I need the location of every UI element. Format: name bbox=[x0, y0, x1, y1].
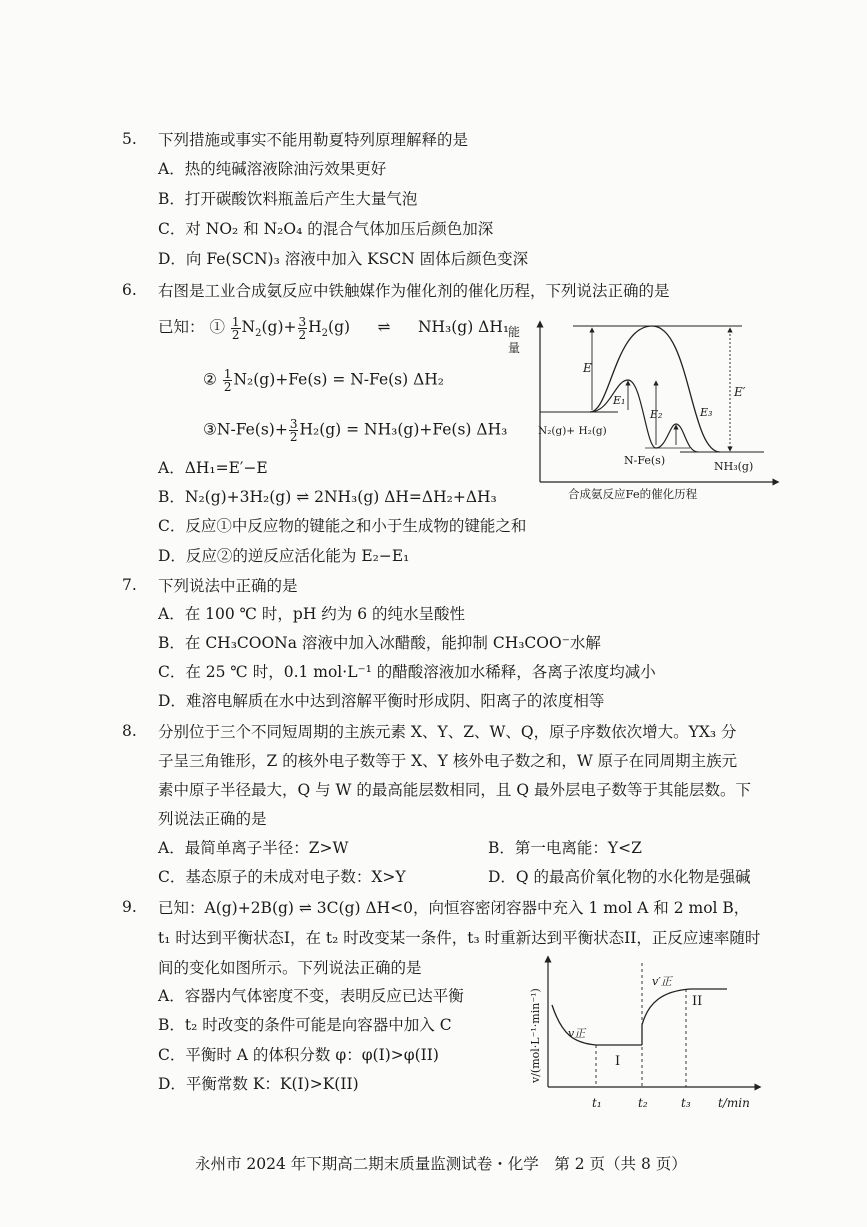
q6-equation-3: ③N-Fe(s)+ $\frac{3}{2}$ H₂(g) = NH₃(g)+Fe(s) ΔH₃ bbox=[203, 417, 508, 444]
tick-t1: t₁ bbox=[592, 1096, 602, 1110]
q8-option-b: B．第一电离能：Y<Z bbox=[488, 839, 642, 857]
q9-stem-line-2: t₁ 时达到平衡状态I，在 t₂ 时改变某一条件，t₃ 时重新达到平衡状态II，正反应速率随时 bbox=[158, 929, 761, 947]
q8-stem-line-3: 素中原子半径最大，Q 与 W 的最高能层数相同，且 Q 最外层电子数等于其能层数。下 bbox=[158, 781, 751, 799]
eq1-marker: ① bbox=[209, 318, 225, 336]
q5-option-d: D．向 Fe(SCN)₃ 溶液中加入 KSCN 固体后颜色变深 bbox=[158, 250, 529, 268]
q9-option-c: C．平衡时 A 的体积分数 φ：φ(I)>φ(II) bbox=[158, 1046, 439, 1064]
q6-equation-2: ② $\frac{1}{2}$ N₂(g)+Fe(s) = N-Fe(s) ΔH₂ bbox=[203, 367, 445, 394]
q6-option-c: C．反应①中反应物的键能之和小于生成物的键能之和 bbox=[158, 517, 527, 535]
q9-stem-line-3: 间的变化如图所示。下列说法正确的是 bbox=[158, 959, 422, 977]
q9-number: 9. bbox=[122, 898, 137, 916]
region-1-label: I bbox=[615, 1054, 621, 1069]
label-e1: E₁ bbox=[613, 394, 626, 407]
q5-number: 5. bbox=[122, 130, 137, 148]
q5-option-a: A．热的纯碱溶液除油污效果更好 bbox=[158, 160, 387, 178]
region-2-label: II bbox=[692, 994, 703, 1009]
q8-option-c: C．基态原子的未成对电子数：X>Y bbox=[158, 868, 406, 886]
label-e2: E₂ bbox=[650, 408, 663, 421]
q8-stem-line-4: 列说法正确的是 bbox=[158, 810, 267, 828]
q6-stem: 右图是工业合成氨反应中铁触媒作为催化剂的催化历程，下列说法正确的是 bbox=[158, 282, 670, 300]
q8-option-a: A．最简单离子半径：Z>W bbox=[158, 839, 349, 857]
q6-energy-diagram bbox=[508, 312, 782, 507]
q8-number: 8. bbox=[122, 722, 137, 740]
q9-stem-line-1: 已知：A(g)+2B(g) ⇌ 3C(g) ΔH<0，向恒容密闭容器中充入 1 mol A 和 2 mol B， bbox=[158, 899, 750, 917]
label-e: E bbox=[583, 361, 592, 375]
q8-stem-line-1: 分别位于三个不同短周期的主族元素 X、Y、Z、W、Q，原子序数依次增大。YX₃ 分 bbox=[158, 723, 737, 741]
q6-number: 6. bbox=[122, 281, 137, 299]
q5-option-b: B．打开碳酸饮料瓶盖后产生大量气泡 bbox=[158, 190, 418, 208]
q6-option-b: B．N₂(g)+3H₂(g) ⇌ 2NH₃(g) ΔH=ΔH₂+ΔH₃ bbox=[158, 488, 497, 506]
y-axis-label: v/(mol·L⁻¹·min⁻¹) bbox=[529, 988, 542, 1083]
label-e-prime: E′ bbox=[734, 385, 746, 399]
q9-rate-graph bbox=[522, 955, 762, 1115]
v-forward-prime-label: v′正 bbox=[652, 975, 672, 988]
q7-number: 7. bbox=[122, 576, 137, 594]
eq3-marker: ③ bbox=[203, 420, 217, 439]
q8-option-d: D．Q 的最高价氧化物的水化物是强碱 bbox=[488, 868, 751, 886]
label-intermediate: N-Fe(s) bbox=[624, 454, 666, 467]
q6-option-d: D．反应②的逆反应活化能为 E₂−E₁ bbox=[158, 547, 410, 565]
label-e3: E₃ bbox=[700, 406, 713, 419]
label-product: NH₃(g) bbox=[714, 460, 754, 473]
tick-t2: t₂ bbox=[638, 1096, 648, 1110]
known-label: 已知： bbox=[158, 318, 205, 336]
q6-option-a: A．ΔH₁=E′−E bbox=[158, 459, 268, 477]
eq2-marker: ② bbox=[203, 370, 217, 389]
diagram-caption: 合成氨反应Fe的催化历程 bbox=[568, 487, 698, 501]
q6-equation-1: 已知： ① $\frac{1}{2}$ $N_2(g)+$ $\frac{3}{2}$ $H_2(g)$ ⇌ NH₃(g) ΔH₁ bbox=[158, 314, 510, 342]
q7-option-a: A．在 100 ℃ 时，pH 约为 6 的纯水呈酸性 bbox=[158, 605, 465, 623]
eq3-lhs: N-Fe(s)+ bbox=[216, 420, 288, 439]
q7-stem: 下列说法中正确的是 bbox=[158, 577, 298, 595]
q9-option-b: B．t₂ 时改变的条件可能是向容器中加入 C bbox=[158, 1016, 452, 1034]
energy-axis-label-1: 能 bbox=[508, 325, 521, 339]
q9-option-d: D．平衡常数 K：K(I)>K(II) bbox=[158, 1075, 359, 1093]
page-footer: 永州市 2024 年下期高二期末质量监测试卷・化学 第 2 页（共 8 页） bbox=[195, 1155, 687, 1173]
q5-stem: 下列措施或事实不能用勒夏特列原理解释的是 bbox=[158, 131, 469, 149]
label-reactants: N₂(g)+ H₂(g) bbox=[538, 425, 607, 437]
v-forward-label: v正 bbox=[568, 1027, 586, 1040]
q7-option-b: B．在 CH₃COONa 溶液中加入冰醋酸，能抑制 CH₃COO⁻水解 bbox=[158, 634, 601, 652]
q7-option-d: D．难溶电解质在水中达到溶解平衡时形成阴、阳离子的浓度相等 bbox=[158, 692, 605, 710]
eq2-rhs: N₂(g)+Fe(s) = N-Fe(s) ΔH₂ bbox=[233, 370, 445, 389]
eq3-rhs: H₂(g) = NH₃(g)+Fe(s) ΔH₃ bbox=[299, 420, 508, 439]
q8-stem-line-2: 子呈三角锥形，Z 的核外电子数等于 X、Y 核外电子数之和，W 原子在同周期主族元 bbox=[158, 752, 738, 770]
q7-option-c: C．在 25 ℃ 时，0.1 mol·L⁻¹ 的醋酸溶液加水稀释，各离子浓度均减小 bbox=[158, 663, 656, 681]
eq1-rhs: NH₃(g) ΔH₁ bbox=[417, 318, 510, 336]
x-axis-label: t/min bbox=[718, 1096, 750, 1110]
energy-axis-label-2: 量 bbox=[508, 341, 521, 355]
tick-t3: t₃ bbox=[681, 1096, 691, 1110]
q9-option-a: A．容器内气体密度不变，表明反应已达平衡 bbox=[158, 987, 464, 1005]
q5-option-c: C．对 NO₂ 和 N₂O₄ 的混合气体加压后颜色加深 bbox=[158, 220, 494, 238]
